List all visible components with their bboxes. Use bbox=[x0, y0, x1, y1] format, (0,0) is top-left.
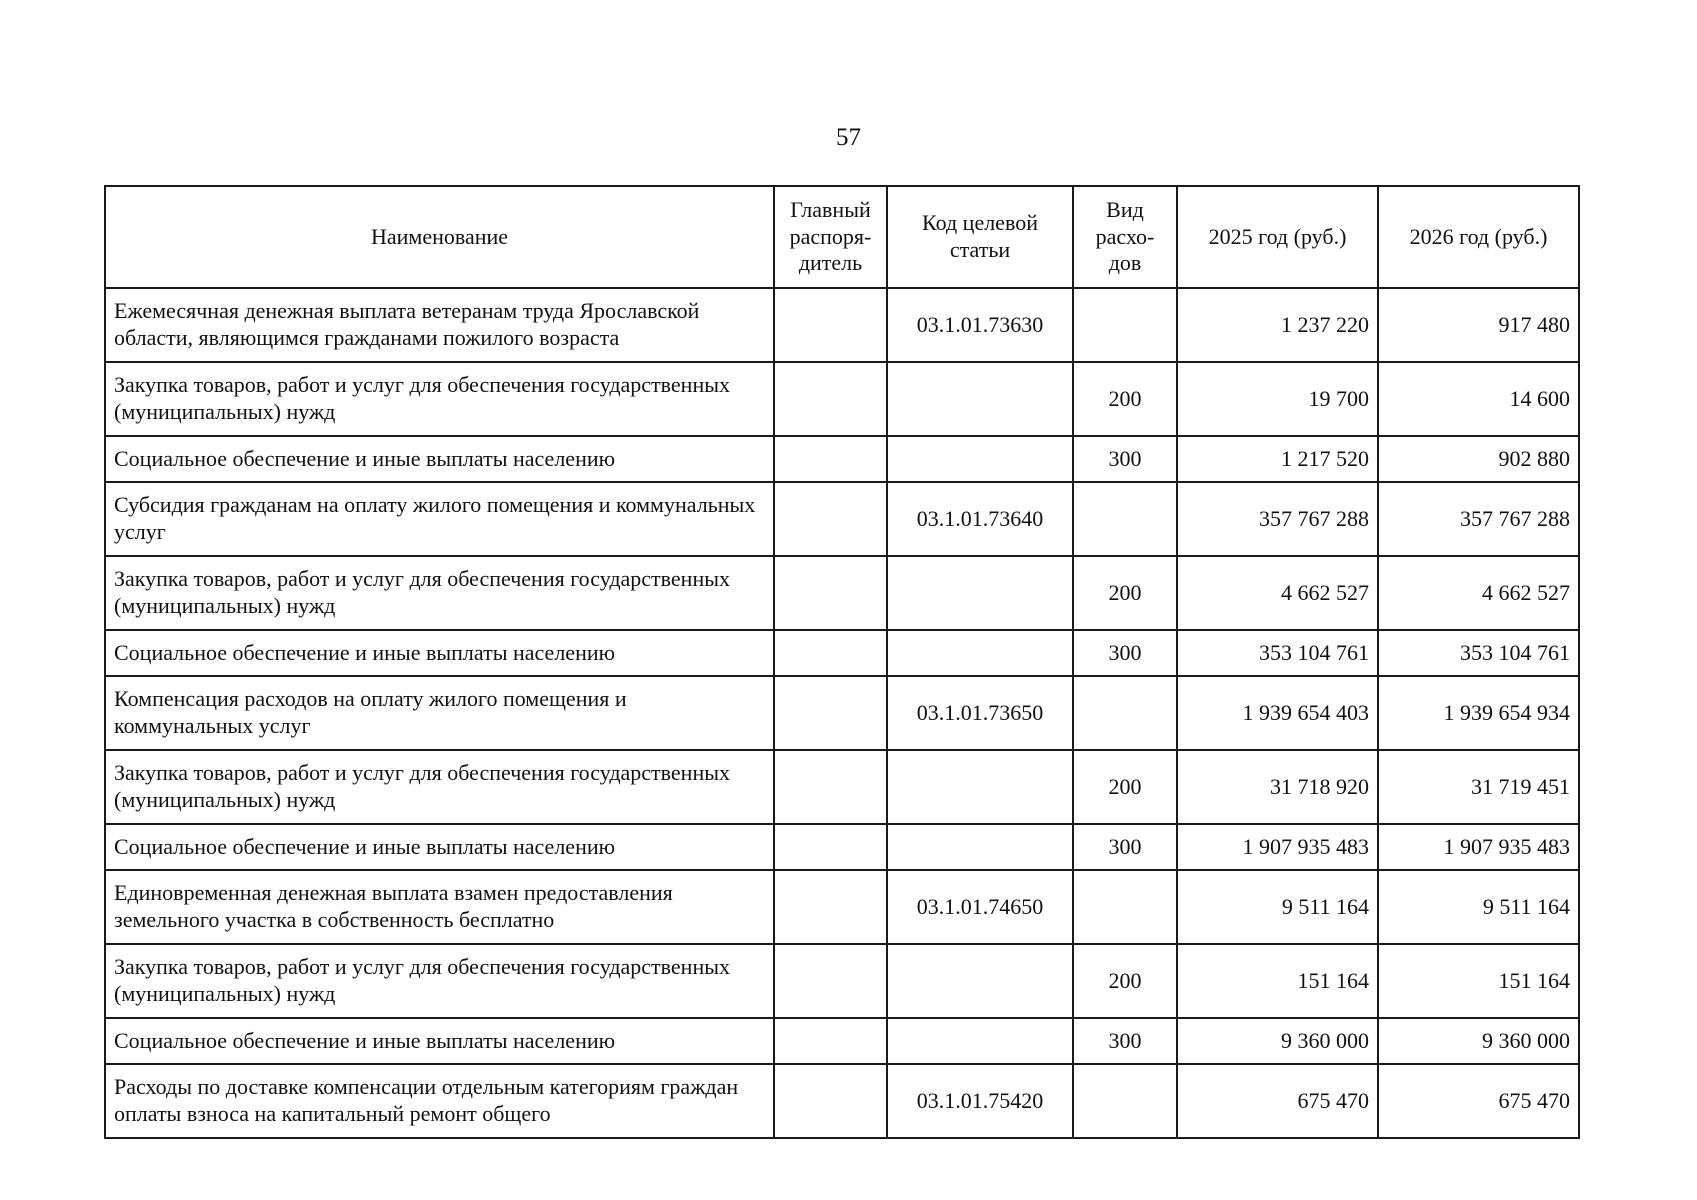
table-row bbox=[105, 630, 1579, 676]
cell-name: Ежемесячная денежная выплата ветеранам труда Ярославской области, являющимся гражданами пожилого возраста bbox=[105, 288, 774, 362]
cell-vr bbox=[1073, 870, 1177, 944]
cell-kcs bbox=[887, 944, 1073, 1018]
cell-2025: 19 700 bbox=[1177, 362, 1378, 436]
cell-2026: 902 880 bbox=[1378, 436, 1579, 482]
table-row bbox=[105, 482, 1579, 556]
header-2026: 2026 год (руб.) bbox=[1378, 186, 1579, 288]
cell-name: Социальное обеспечение и иные выплаты населению bbox=[105, 436, 774, 482]
cell-2025: 1 907 935 483 bbox=[1177, 824, 1378, 870]
cell-grbs bbox=[774, 870, 887, 944]
cell-2025: 675 470 bbox=[1177, 1064, 1378, 1138]
cell-2025: 151 164 bbox=[1177, 944, 1378, 1018]
cell-2026: 31 719 451 bbox=[1378, 750, 1579, 824]
header-vr: Вид расхо-дов bbox=[1073, 186, 1177, 288]
cell-grbs bbox=[774, 1018, 887, 1064]
cell-kcs bbox=[887, 436, 1073, 482]
cell-2026: 917 480 bbox=[1378, 288, 1579, 362]
cell-kcs: 03.1.01.73640 bbox=[887, 482, 1073, 556]
cell-2026: 9 360 000 bbox=[1378, 1018, 1579, 1064]
cell-vr: 300 bbox=[1073, 824, 1177, 870]
cell-name: Субсидия гражданам на оплату жилого помещения и коммунальных услуг bbox=[105, 482, 774, 556]
cell-2025: 4 662 527 bbox=[1177, 556, 1378, 630]
cell-grbs bbox=[774, 436, 887, 482]
cell-2026: 14 600 bbox=[1378, 362, 1579, 436]
table-row bbox=[105, 556, 1579, 630]
cell-name: Социальное обеспечение и иные выплаты населению bbox=[105, 630, 774, 676]
cell-kcs: 03.1.01.73650 bbox=[887, 676, 1073, 750]
cell-2025: 9 360 000 bbox=[1177, 1018, 1378, 1064]
cell-vr: 300 bbox=[1073, 630, 1177, 676]
cell-vr: 200 bbox=[1073, 362, 1177, 436]
cell-name: Социальное обеспечение и иные выплаты населению bbox=[105, 824, 774, 870]
cell-vr bbox=[1073, 288, 1177, 362]
cell-name: Компенсация расходов на оплату жилого помещения и коммунальных услуг bbox=[105, 676, 774, 750]
cell-grbs bbox=[774, 944, 887, 1018]
header-2025: 2025 год (руб.) bbox=[1177, 186, 1378, 288]
cell-name: Расходы по доставке компенсации отдельным категориям граждан оплаты взноса на капитальный ремонт общего bbox=[105, 1064, 774, 1138]
cell-vr bbox=[1073, 676, 1177, 750]
cell-2026: 151 164 bbox=[1378, 944, 1579, 1018]
table-row bbox=[105, 1018, 1579, 1064]
cell-grbs bbox=[774, 630, 887, 676]
cell-vr: 200 bbox=[1073, 750, 1177, 824]
cell-2025: 1 237 220 bbox=[1177, 288, 1378, 362]
header-name: Наименование bbox=[105, 186, 774, 288]
cell-kcs bbox=[887, 630, 1073, 676]
cell-vr: 300 bbox=[1073, 1018, 1177, 1064]
cell-name: Социальное обеспечение и иные выплаты населению bbox=[105, 1018, 774, 1064]
table-row bbox=[105, 750, 1579, 824]
cell-name: Закупка товаров, работ и услуг для обеспечения государственных (муниципальных) нужд bbox=[105, 750, 774, 824]
cell-name: Закупка товаров, работ и услуг для обеспечения государственных (муниципальных) нужд bbox=[105, 362, 774, 436]
cell-grbs bbox=[774, 288, 887, 362]
header-kcs: Код целевой статьи bbox=[887, 186, 1073, 288]
cell-2026: 1 907 935 483 bbox=[1378, 824, 1579, 870]
cell-name: Единовременная денежная выплата взамен предоставления земельного участка в собственность бесплатно bbox=[105, 870, 774, 944]
table-row bbox=[105, 1064, 1579, 1138]
cell-name: Закупка товаров, работ и услуг для обеспечения государственных (муниципальных) нужд bbox=[105, 556, 774, 630]
cell-2025: 353 104 761 bbox=[1177, 630, 1378, 676]
cell-kcs: 03.1.01.75420 bbox=[887, 1064, 1073, 1138]
header-grbs: Главный распоря-дитель bbox=[774, 186, 887, 288]
cell-grbs bbox=[774, 824, 887, 870]
cell-vr bbox=[1073, 1064, 1177, 1138]
cell-vr: 300 bbox=[1073, 436, 1177, 482]
cell-kcs bbox=[887, 556, 1073, 630]
table-row bbox=[105, 288, 1579, 362]
cell-kcs bbox=[887, 1018, 1073, 1064]
cell-2025: 9 511 164 bbox=[1177, 870, 1378, 944]
cell-kcs: 03.1.01.73630 bbox=[887, 288, 1073, 362]
table-row bbox=[105, 824, 1579, 870]
cell-2025: 31 718 920 bbox=[1177, 750, 1378, 824]
table-row bbox=[105, 436, 1579, 482]
cell-kcs: 03.1.01.74650 bbox=[887, 870, 1073, 944]
cell-grbs bbox=[774, 1064, 887, 1138]
cell-2025: 1 939 654 403 bbox=[1177, 676, 1378, 750]
cell-grbs bbox=[774, 556, 887, 630]
cell-2025: 1 217 520 bbox=[1177, 436, 1378, 482]
table-header bbox=[105, 186, 1579, 288]
cell-2026: 4 662 527 bbox=[1378, 556, 1579, 630]
cell-2026: 1 939 654 934 bbox=[1378, 676, 1579, 750]
cell-name: Закупка товаров, работ и услуг для обеспечения государственных (муниципальных) нужд bbox=[105, 944, 774, 1018]
cell-2025: 357 767 288 bbox=[1177, 482, 1378, 556]
table-row bbox=[105, 676, 1579, 750]
cell-vr bbox=[1073, 482, 1177, 556]
cell-2026: 675 470 bbox=[1378, 1064, 1579, 1138]
cell-kcs bbox=[887, 750, 1073, 824]
cell-grbs bbox=[774, 750, 887, 824]
cell-kcs bbox=[887, 362, 1073, 436]
table-row bbox=[105, 870, 1579, 944]
page-number: 57 bbox=[836, 124, 861, 151]
cell-2026: 357 767 288 bbox=[1378, 482, 1579, 556]
budget-table bbox=[104, 185, 1580, 1139]
cell-2026: 353 104 761 bbox=[1378, 630, 1579, 676]
cell-vr: 200 bbox=[1073, 556, 1177, 630]
cell-grbs bbox=[774, 676, 887, 750]
cell-vr: 200 bbox=[1073, 944, 1177, 1018]
cell-grbs bbox=[774, 482, 887, 556]
table-row bbox=[105, 944, 1579, 1018]
cell-grbs bbox=[774, 362, 887, 436]
cell-kcs bbox=[887, 824, 1073, 870]
cell-2026: 9 511 164 bbox=[1378, 870, 1579, 944]
table-row bbox=[105, 362, 1579, 436]
